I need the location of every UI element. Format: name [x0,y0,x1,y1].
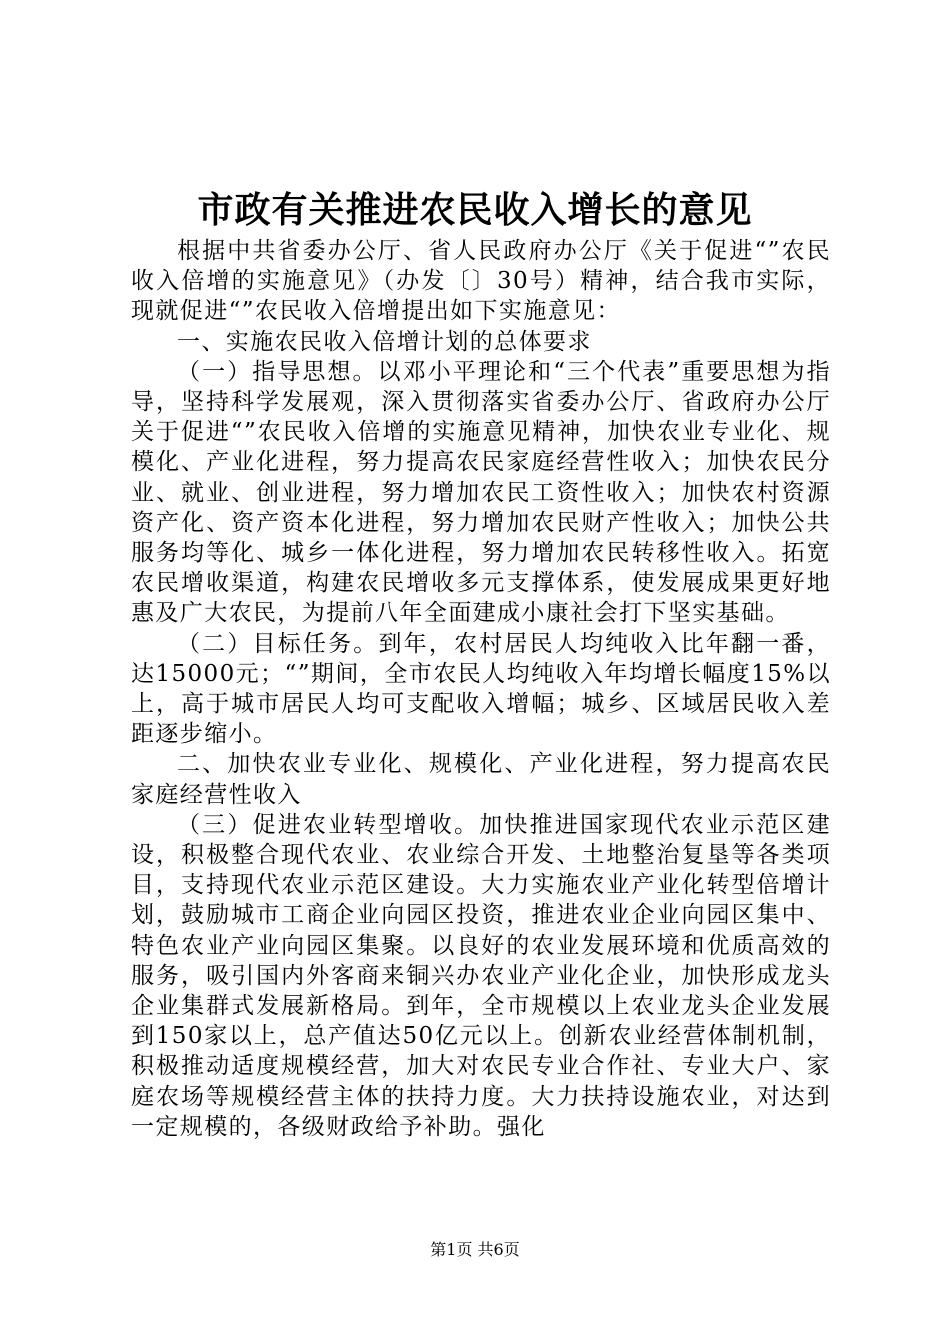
section-heading-2: 二、加快农业专业化、规模化、产业化进程，努力提高农民家庭经营性收入 [131,751,831,808]
paragraph-target-tasks: （二）目标任务。到年，农村居民人均纯收入比年翻一番，达15000元；“”期间，全市农民人均纯收入年均增长幅度15%以上，高于城市居民人均可支配收入增幅；城乡、区域居民收入差距逐步缩小。 [131,630,831,748]
paragraph-intro: 根据中共省委办公厅、省人民政府办公厅《关于促进“”农民收入倍增的实施意见》（办发〔〕30号）精神，结合我市实际，现就促进“”农民收入倍增提出如下实施意见： [131,238,831,325]
page-number-footer: 第1页 共6页 [430,1240,520,1259]
paragraph-guiding-ideology: （一）指导思想。以邓小平理论和“三个代表”重要思想为指导，坚持科学发展观，深入贯彻落实省委办公厅、省政府办公厅关于促进“”农民收入倍增的实施意见精神，加快农业专业化、规模化、产业化进程，努力提高农民家庭经营性收入；加快农民分业、就业、创业进程，努力增加农民工资性收入；加快农村资源资产化、资产资本化进程，努力增加农民财产性收入；加快公共服务均等化、城乡一体化进程，努力增加农民转移性收入。拓宽农民增收渠道，构建农民增收多元支撑体系，使发展成果更好地惠及广大农民，为提前八年全面建成小康社会打下坚实基础。 [131,358,831,627]
section-heading-1: 一、实施农民收入倍增计划的总体要求 [177,328,592,355]
paragraph-agriculture-transformation: （三）促进农业转型增收。加快推进国家现代农业示范区建设，积极整合现代农业、农业综合开发、土地整治复垦等各类项目，支持现代农业示范区建设。大力实施农业产业化转型倍增计划，鼓励城市工商企业向园区投资，推进农业企业向园区集中、特色农业产业向园区集聚。以良好的农业发展环境和优质高效的服务，吸引国内外客商来铜兴办农业产业化企业，加快形成龙头企业集群式发展新格局。到年，全市规模以上农业龙头企业发展到150家以上，总产值达50亿元以上。创新农业经营体制机制，积极推动适度规模经营，加大对农民专业合作社、专业大户、家庭农场等规模经营主体的扶持力度。大力扶持设施农业，对达到一定规模的，各级财政给予补助。强化 [131,811,831,1140]
document-body [131,236,831,1142]
document-title: 市政有关推进农民收入增长的意见 [197,189,753,231]
